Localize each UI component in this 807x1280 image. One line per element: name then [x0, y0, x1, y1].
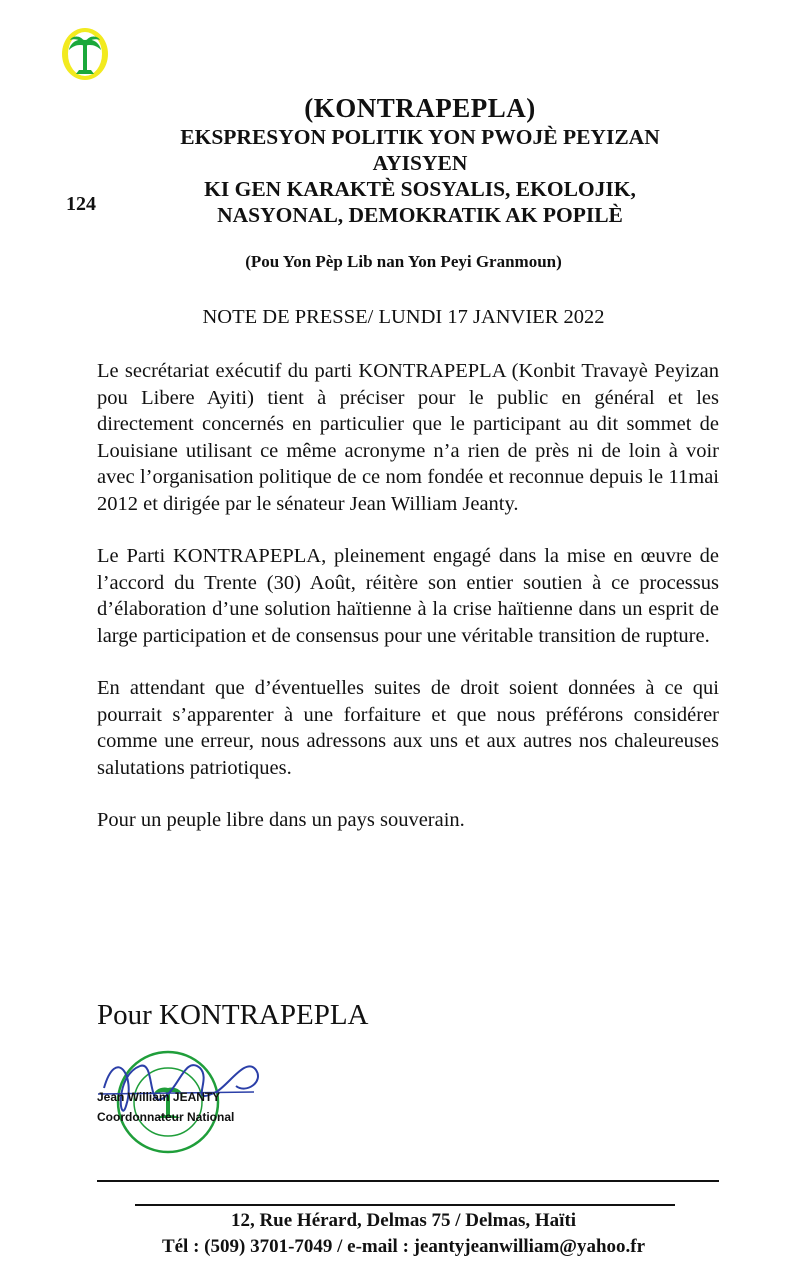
org-description-line: EKSPRESYON POLITIK YON PWOJÈ PEYIZAN — [180, 125, 660, 149]
org-description-line: AYISYEN — [372, 151, 468, 175]
org-acronym: (KONTRAPEPLA) — [304, 93, 536, 123]
body-paragraph: Pour un peuple libre dans un pays souverain. — [97, 809, 465, 831]
closing-line: Pour KONTRAPEPLA — [97, 999, 369, 1031]
footer-contact: Tél : (509) 3701-7049 / e-mail : jeantyjeanwilliam@yahoo.fr — [161, 1236, 646, 1257]
org-motto: (Pou Yon Pèp Lib nan Yon Peyi Granmoun) — [245, 252, 562, 271]
org-description-line: KI GEN KARAKTÈ SOSYALIS, EKOLOJIK, — [204, 177, 636, 201]
party-logo-icon — [60, 26, 110, 82]
footer-divider — [97, 1180, 719, 1182]
press-note-title: NOTE DE PRESSE/ LUNDI 17 JANVIER 2022 — [202, 306, 605, 328]
signer-title: Coordonnateur National — [97, 1110, 235, 1124]
signer-name: Jean William JEANTY — [97, 1090, 221, 1104]
footer-divider — [135, 1204, 675, 1206]
footer-address: 12, Rue Hérard, Delmas 75 / Delmas, Haïti — [230, 1210, 577, 1231]
body-paragraph: En attendant que d’éventuelles suites de droit soient données à ce qui pourrait s’apparenter à une forfaiture et que nous préférons considérer comme une erreur, nous adressons aux uns et aux autres nos chaleureuses salutations patriotiques. — [97, 677, 719, 779]
org-description-line: NASYONAL, DEMOKRATIK AK POPILÈ — [217, 203, 623, 227]
letterhead-footer — [0, 1208, 807, 1260]
letterhead — [120, 92, 720, 228]
body-paragraph: Le secrétariat exécutif du parti KONTRAPEPLA (Konbit Travayè Peyizan pou Libere Ayiti) tient à préciser pour le public en général et les directement concernés en particulier que le participant au dit sommet de Louisiane utilisant ce même acronyme n’a rien de près ni de loin à voir avec l’organisation politique de ce nom fondée et reconnue depuis le 11mai 2012 et dirigée par le sénateur Jean William Jeanty. — [97, 360, 719, 515]
body-paragraph: Le Parti KONTRAPEPLA, pleinement engagé dans la mise en œuvre de l’accord du Trente (30) Août, réitère son entier soutien à ce processus d’élaboration d’une solution haïtienne à la crise haïtienne dans un esprit de large participation et de consensus pour une véritable transition de rupture. — [97, 545, 719, 647]
press-note-body — [97, 358, 719, 860]
page-number: 124 — [66, 193, 96, 215]
